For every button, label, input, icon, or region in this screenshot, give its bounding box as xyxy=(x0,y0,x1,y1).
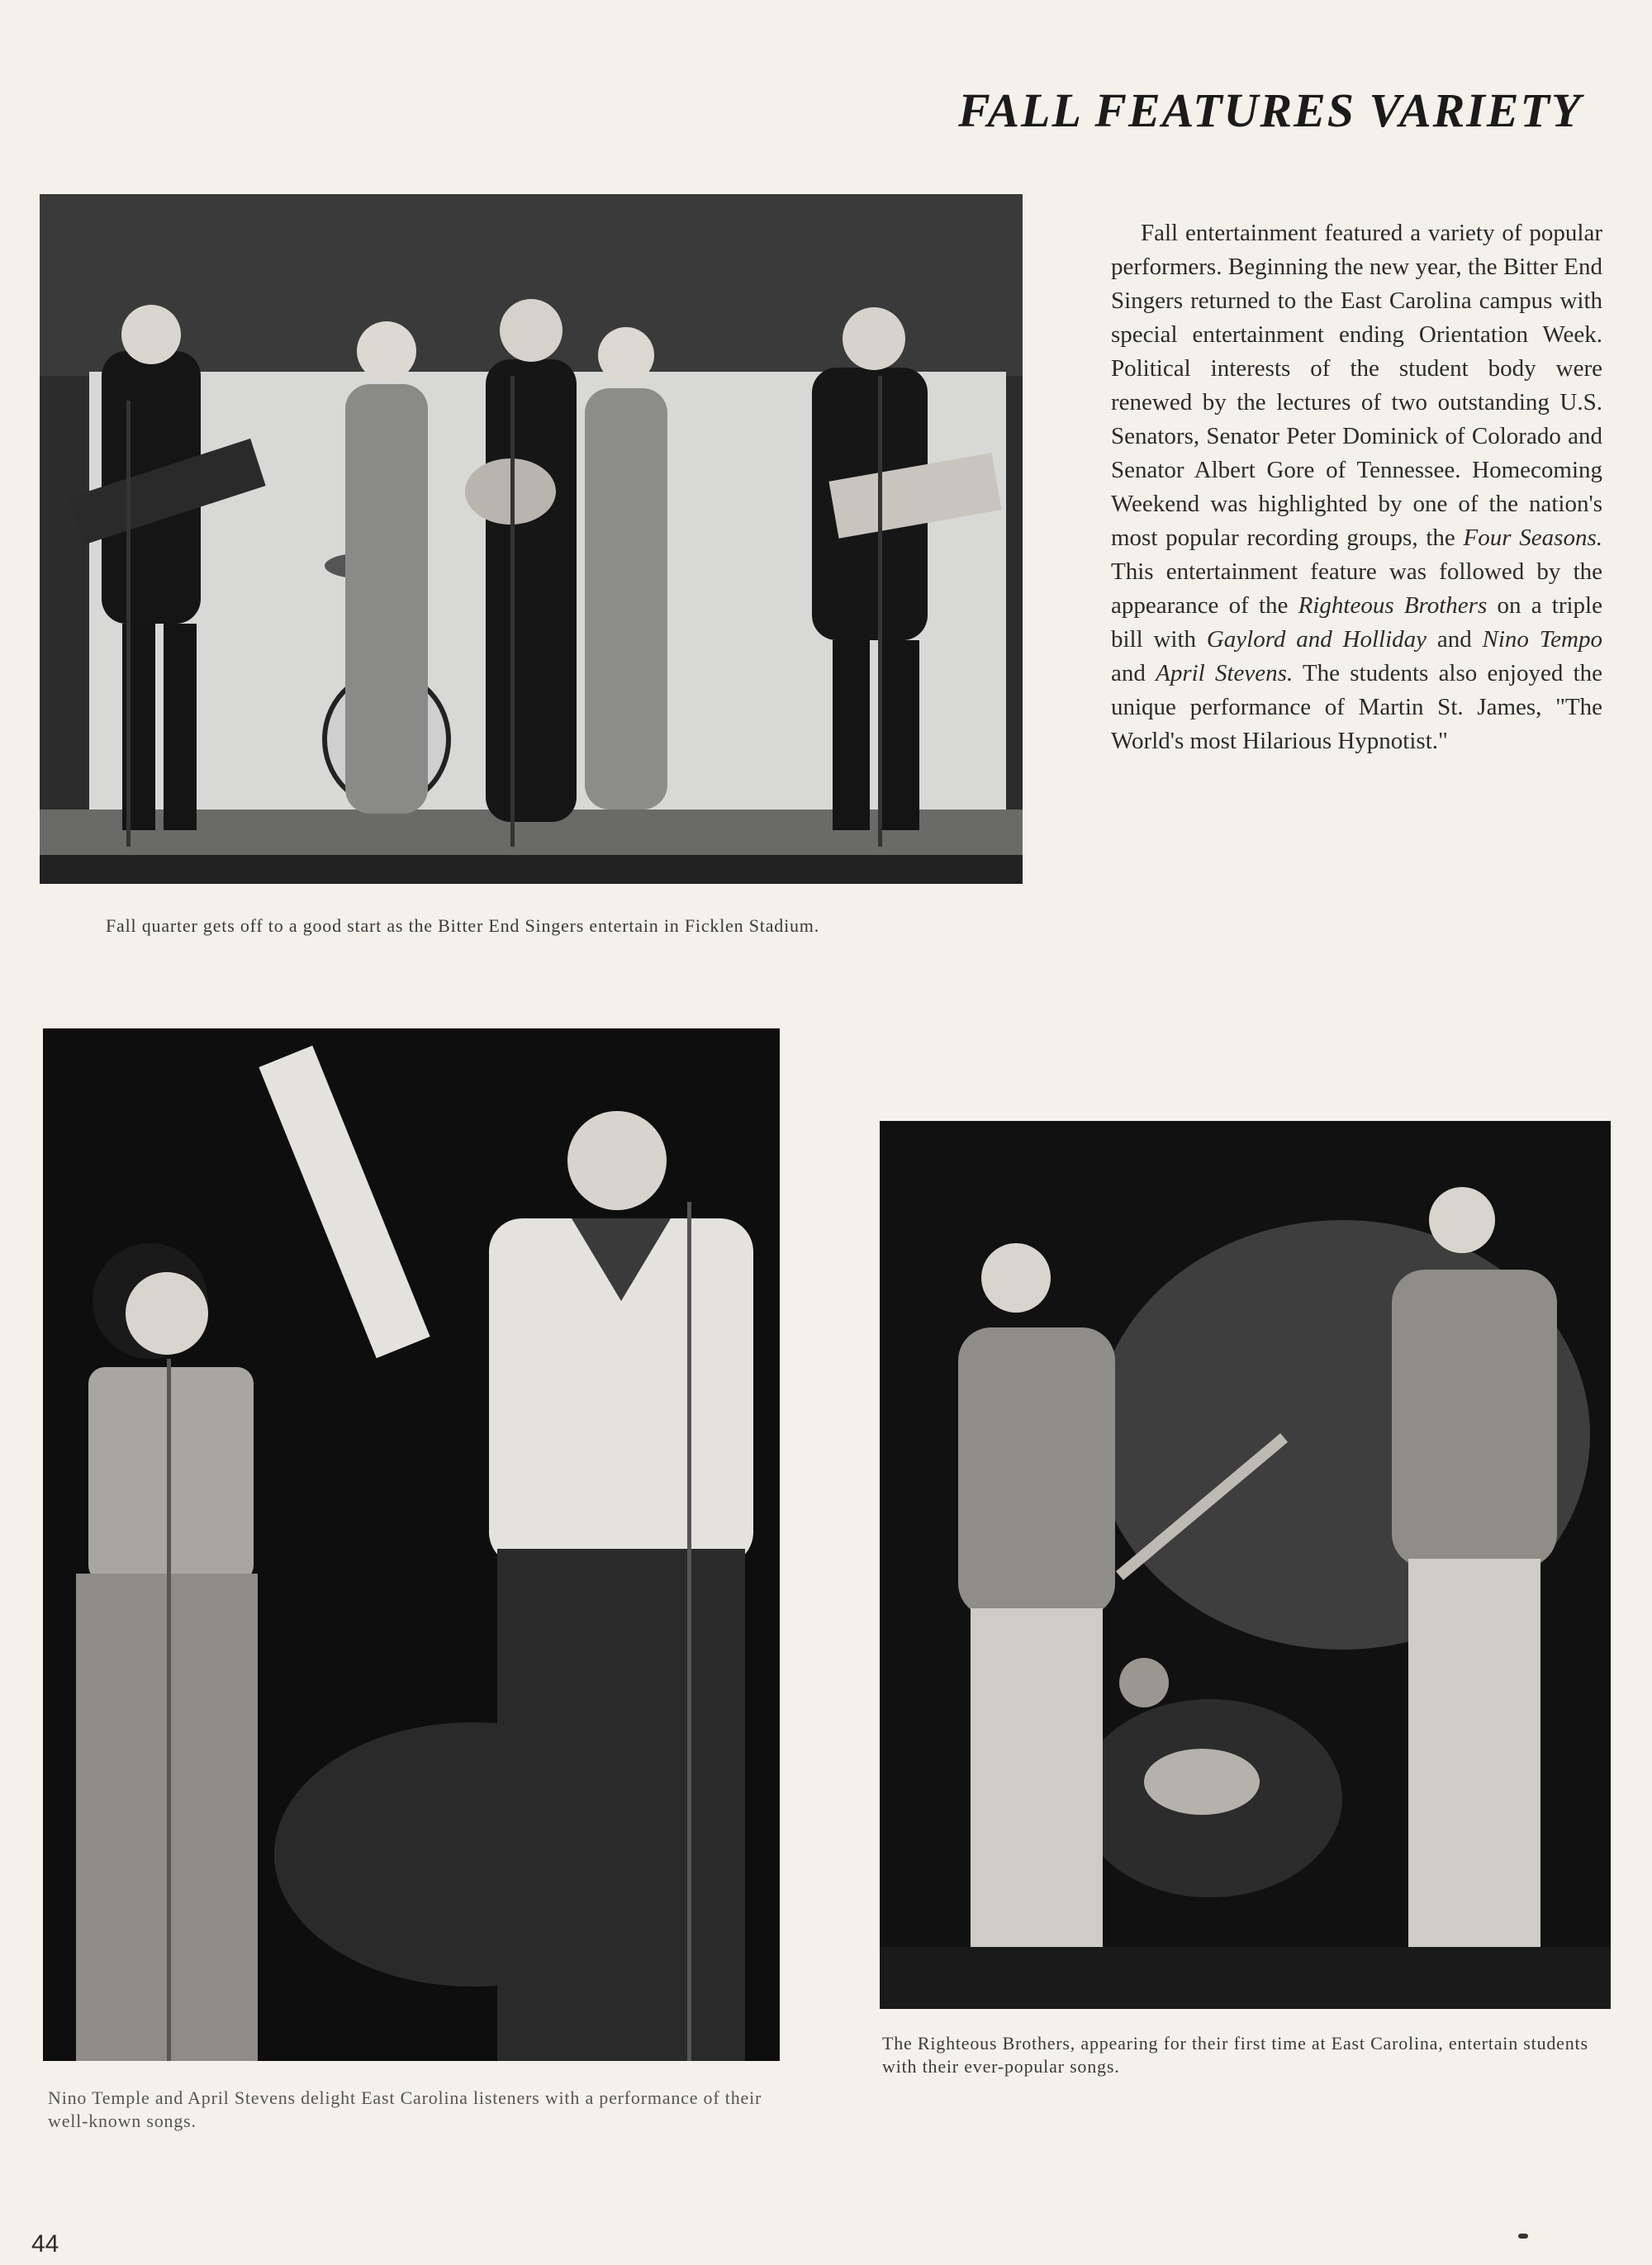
article-april-stevens: April Stevens. xyxy=(1156,660,1294,686)
article-righteous-brothers: Righteous Brothers xyxy=(1298,592,1488,619)
print-speck xyxy=(1518,2234,1528,2239)
article-text-3: on a triple bill with xyxy=(1111,592,1602,653)
righteous-brothers-photo xyxy=(880,1121,1611,2009)
page-title: FALL FEATURES VARIETY xyxy=(958,83,1583,137)
article-text-1: Fall entertainment featured a variety of popular performers. Beginning the new year, the Bitter End Singers returned to the East Carolina campus with special entertainment ending Orientation Week. Political interests of the student body were renewed by the lectures of two outstanding U.S. Senators, Senator Peter Dominick of Colorado and Senator Albert Gore of Tennessee. Homecoming Weekend was highlighted by one of the nation's most popular recording groups, the xyxy=(1111,220,1602,551)
article-gaylord-holliday: Gaylord and Holliday xyxy=(1206,626,1427,653)
article-text-4: and xyxy=(1427,626,1483,653)
bitter-end-singers-photo xyxy=(40,194,1023,884)
article-text-5: and xyxy=(1111,660,1156,686)
article-text-6: The students also enjoyed the unique performance of Martin St. James, "The World's most Hilarious Hypnotist." xyxy=(1111,660,1603,754)
article-text-2: This entertainment feature was followed by the appearance of the xyxy=(1111,558,1602,619)
article-four-seasons: Four Seasons. xyxy=(1463,525,1602,551)
nino-april-photo xyxy=(43,1028,780,2061)
page-number: 44 xyxy=(31,2230,59,2258)
article-body xyxy=(1111,216,1602,758)
bottom-right-photo-caption: The Righteous Brothers, appearing for their first time at East Carolina, entertain students with their ever-popular songs. xyxy=(882,2033,1588,2077)
bottom-left-photo-caption: Nino Temple and April Stevens delight East Carolina listeners with a performance of their well-known songs. xyxy=(48,2087,762,2131)
article-nino-tempo: Nino Tempo xyxy=(1482,626,1602,653)
top-photo-caption: Fall quarter gets off to a good start as the Bitter End Singers entertain in Ficklen Stadium. xyxy=(106,915,820,936)
